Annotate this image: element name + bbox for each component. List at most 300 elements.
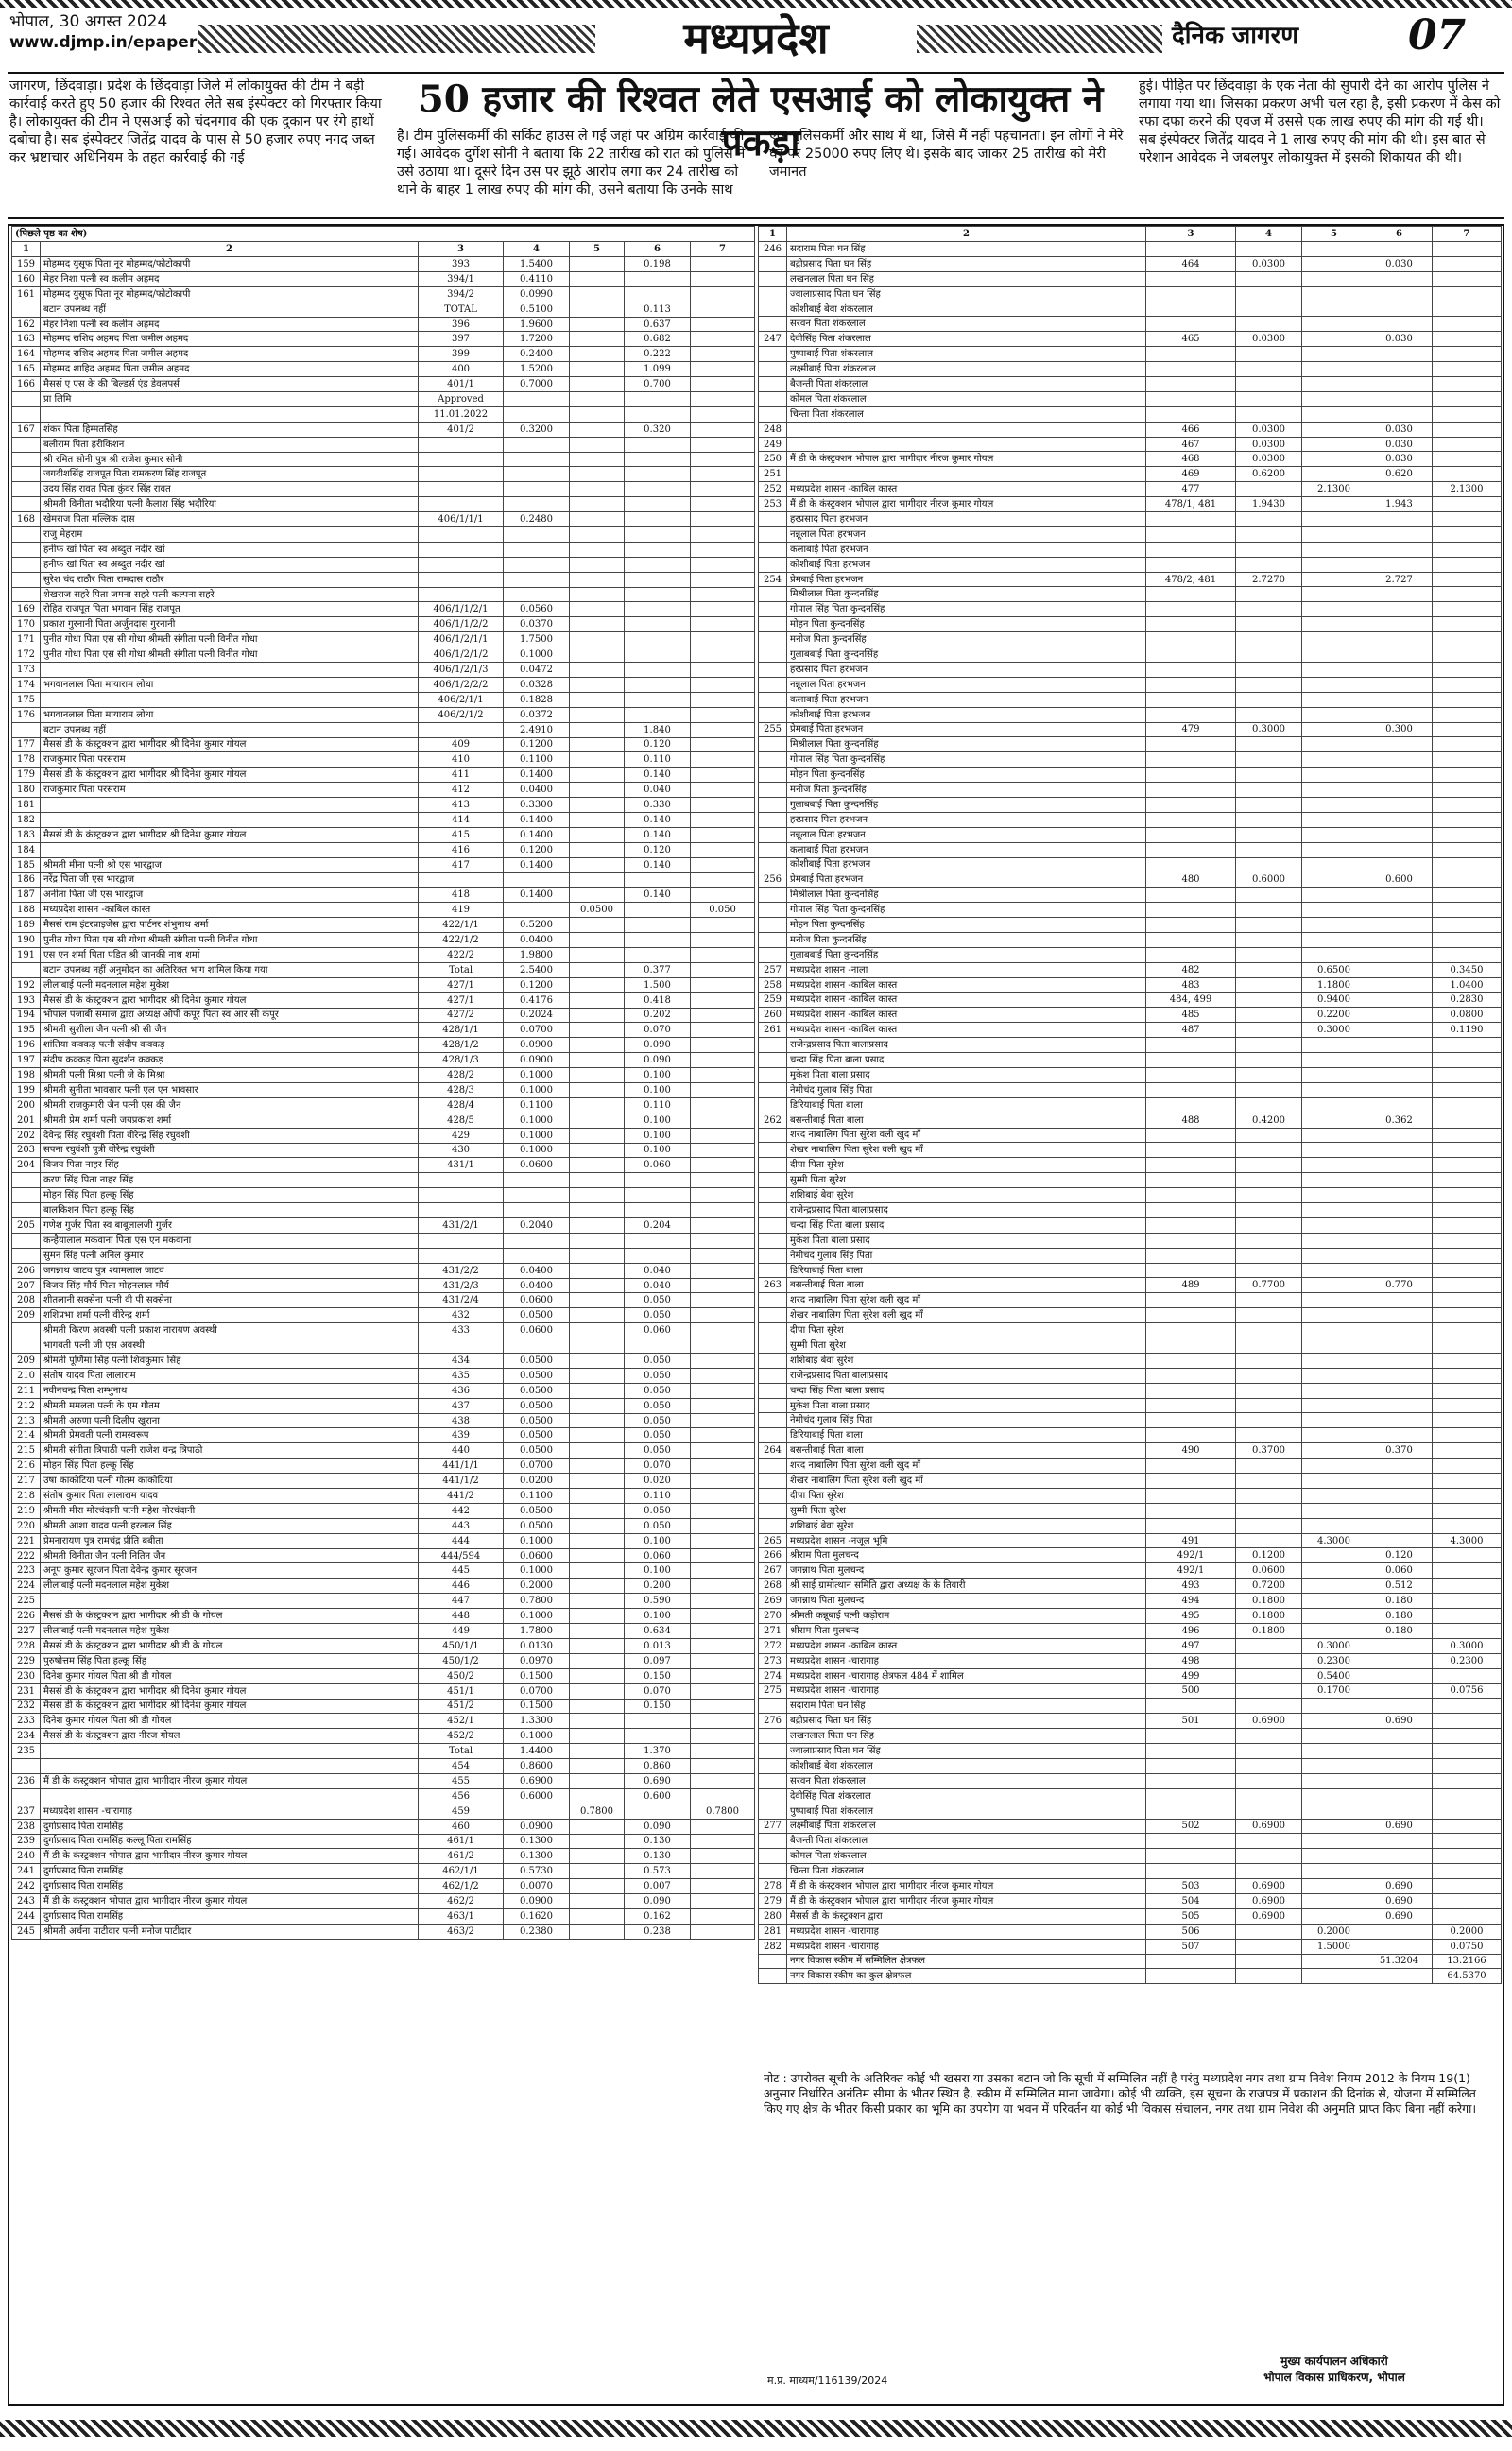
owner-cell: पुनीत गोधा पिता एस सी गोधा श्रीमती संगीता पत्नी विनीत गोधा xyxy=(41,933,419,948)
area-cell: 0.600 xyxy=(625,1788,691,1804)
area-cell xyxy=(691,827,755,842)
owner-cell: मध्यप्रदेश शासन -चारागाह xyxy=(787,1653,1146,1668)
area-cell xyxy=(1236,1428,1302,1443)
serial-cell: 250 xyxy=(759,452,787,467)
table-row xyxy=(759,1804,1502,1819)
serial-cell xyxy=(759,1744,787,1759)
area-cell: 1.3300 xyxy=(504,1714,570,1729)
serial-cell xyxy=(12,1188,41,1203)
area-cell: 0.180 xyxy=(1366,1623,1433,1638)
area-cell xyxy=(1236,1053,1302,1068)
area-cell: 0.0600 xyxy=(504,1323,570,1338)
area-cell xyxy=(1433,422,1502,437)
area-cell: 0.1000 xyxy=(504,1143,570,1158)
serial-cell xyxy=(759,1293,787,1308)
area-cell xyxy=(691,422,755,437)
khasra-cell: 400 xyxy=(419,362,504,377)
area-cell xyxy=(504,872,570,888)
serial-cell xyxy=(12,1173,41,1188)
table-row xyxy=(759,391,1502,406)
owner-cell: राजेन्द्रप्रसाद पिता बालाप्रसाद xyxy=(787,1368,1146,1383)
area-cell xyxy=(504,452,570,467)
masthead-dateline xyxy=(9,11,197,53)
area-cell xyxy=(1236,617,1302,632)
area-cell xyxy=(1236,1158,1302,1173)
area-cell: 0.070 xyxy=(625,1683,691,1699)
area-cell: 2.1300 xyxy=(1433,482,1502,497)
area-cell: 0.0400 xyxy=(504,783,570,798)
area-cell xyxy=(1366,1353,1433,1368)
area-cell xyxy=(1366,1638,1433,1653)
serial-cell xyxy=(12,1788,41,1804)
serial-cell: 266 xyxy=(759,1548,787,1563)
area-cell: 0.9400 xyxy=(1302,992,1366,1008)
table-row xyxy=(759,242,1502,257)
serial-cell xyxy=(759,617,787,632)
area-cell: 0.0500 xyxy=(504,1368,570,1383)
serial-cell: 193 xyxy=(12,992,41,1008)
serial-cell: 211 xyxy=(12,1383,41,1398)
khasra-cell: 399 xyxy=(419,347,504,362)
area-cell: 0.0300 xyxy=(1236,422,1302,437)
area-cell xyxy=(1302,692,1366,707)
owner-cell: सपना रघुवंशी पुत्री वीरेन्द्र रघुवंशी xyxy=(41,1143,419,1158)
table-row xyxy=(759,1308,1502,1323)
area-cell xyxy=(691,286,755,302)
area-cell xyxy=(1302,467,1366,482)
table-row xyxy=(12,1128,755,1143)
table-row xyxy=(12,557,755,572)
area-cell xyxy=(1236,1638,1302,1653)
khasra-cell xyxy=(1146,1368,1236,1383)
area-cell xyxy=(1433,722,1502,737)
serial-cell xyxy=(759,1804,787,1819)
owner-cell: बालकिशन पिता हल्कू सिंह xyxy=(41,1203,419,1218)
owner-cell xyxy=(41,1744,419,1759)
khasra-cell xyxy=(1146,1474,1236,1489)
area-cell xyxy=(1302,1368,1366,1383)
table-row xyxy=(759,1203,1502,1218)
area-cell xyxy=(1366,1398,1433,1413)
area-cell xyxy=(1236,797,1302,812)
table-row xyxy=(12,663,755,678)
column-header-6: 6 xyxy=(1366,227,1433,242)
area-cell xyxy=(691,482,755,497)
khasra-cell xyxy=(1146,347,1236,362)
table-row xyxy=(12,1428,755,1443)
area-cell xyxy=(570,1188,625,1203)
area-cell xyxy=(1433,302,1502,317)
area-cell xyxy=(1433,1278,1502,1293)
area-cell xyxy=(570,962,625,977)
area-cell xyxy=(625,647,691,663)
khasra-cell xyxy=(1146,1954,1236,1969)
area-cell xyxy=(1433,1788,1502,1804)
area-cell xyxy=(1366,1699,1433,1714)
area-cell xyxy=(625,677,691,692)
area-cell xyxy=(1236,602,1302,617)
khasra-cell: 439 xyxy=(419,1428,504,1443)
area-cell: 0.0800 xyxy=(1433,1008,1502,1023)
table-row xyxy=(12,1173,755,1188)
owner-cell: मिश्रीलाल पिता कुन्दनसिंह xyxy=(787,888,1146,903)
serial-cell: 174 xyxy=(12,677,41,692)
area-cell xyxy=(1366,692,1433,707)
serial-cell: 199 xyxy=(12,1082,41,1097)
table-row xyxy=(12,377,755,392)
area-cell xyxy=(1236,662,1302,677)
serial-cell xyxy=(12,482,41,497)
area-cell: 0.030 xyxy=(1366,256,1433,271)
area-cell xyxy=(1366,302,1433,317)
area-cell xyxy=(1236,1308,1302,1323)
owner-cell: सुरेश चंद राठौर पिता रामदास राठौर xyxy=(41,572,419,587)
serial-cell xyxy=(759,317,787,332)
table-row xyxy=(759,1819,1502,1834)
area-cell xyxy=(504,1188,570,1203)
area-cell xyxy=(1366,1773,1433,1788)
area-cell xyxy=(625,497,691,512)
area-cell xyxy=(691,1924,755,1939)
area-cell xyxy=(1302,1082,1366,1097)
area-cell xyxy=(691,392,755,407)
table-row xyxy=(759,302,1502,317)
serial-cell xyxy=(759,918,787,933)
area-cell: 0.1000 xyxy=(504,1128,570,1143)
area-cell xyxy=(570,692,625,707)
khasra-cell xyxy=(1146,1217,1236,1233)
serial-cell xyxy=(12,1759,41,1774)
area-cell xyxy=(1366,918,1433,933)
area-cell xyxy=(1236,1173,1302,1188)
area-cell xyxy=(1302,812,1366,827)
area-cell xyxy=(1433,1503,1502,1518)
serial-cell: 229 xyxy=(12,1653,41,1668)
area-cell xyxy=(1433,1217,1502,1233)
area-cell: 0.6900 xyxy=(1236,1819,1302,1834)
area-cell xyxy=(1302,1173,1366,1188)
area-cell xyxy=(691,632,755,647)
area-cell xyxy=(570,1008,625,1023)
area-cell xyxy=(1433,1383,1502,1398)
table-row xyxy=(759,1368,1502,1383)
area-cell xyxy=(1302,1353,1366,1368)
serial-cell: 170 xyxy=(12,617,41,632)
area-cell xyxy=(691,1068,755,1083)
khasra-cell: 463/1 xyxy=(419,1908,504,1924)
area-cell: 0.600 xyxy=(1366,872,1433,888)
area-cell xyxy=(691,1894,755,1909)
area-cell xyxy=(1366,1323,1433,1338)
area-cell xyxy=(691,1038,755,1053)
area-cell xyxy=(1236,1668,1302,1683)
khasra-cell xyxy=(1146,1834,1236,1849)
table-row xyxy=(12,1668,755,1683)
area-cell: 0.1000 xyxy=(504,1533,570,1548)
ad-reference: म.प्र. माध्यम/116139/2024 xyxy=(767,2374,888,2387)
area-cell: 0.512 xyxy=(1366,1579,1433,1594)
area-cell xyxy=(1433,752,1502,768)
table-row xyxy=(12,647,755,663)
area-cell xyxy=(1433,1804,1502,1819)
area-cell xyxy=(1302,1067,1366,1082)
area-cell xyxy=(691,647,755,663)
area-cell: 0.040 xyxy=(625,1263,691,1278)
area-cell xyxy=(691,1308,755,1323)
khasra-cell: 487 xyxy=(1146,1023,1236,1038)
table-row xyxy=(12,1819,755,1834)
table-row xyxy=(12,677,755,692)
area-cell: 2.727 xyxy=(1366,572,1433,587)
owner-cell: लक्ष्मीबाई पिता शंकरलाल xyxy=(787,362,1146,377)
area-cell xyxy=(1433,1908,1502,1924)
area-cell xyxy=(1302,1503,1366,1518)
area-cell xyxy=(504,497,570,512)
area-cell: 0.110 xyxy=(625,1097,691,1113)
area-cell: 0.0500 xyxy=(504,1428,570,1443)
table-row xyxy=(12,903,755,918)
area-cell: 0.140 xyxy=(625,812,691,827)
serial-cell: 181 xyxy=(12,798,41,813)
khasra-cell: 428/1/1 xyxy=(419,1023,504,1038)
area-cell xyxy=(1366,1518,1433,1533)
area-cell xyxy=(1366,602,1433,617)
serial-cell: 249 xyxy=(759,437,787,452)
serial-cell: 220 xyxy=(12,1518,41,1533)
area-cell xyxy=(625,467,691,482)
area-cell xyxy=(570,768,625,783)
epaper-url[interactable]: www.djmp.in/epaper xyxy=(9,33,198,52)
owner-cell: लीलाबाई पत्नी मदनलाल महेश मुकेश xyxy=(41,977,419,992)
owner-cell: जगन्नाथ पिता मुलचन्द xyxy=(787,1594,1146,1609)
serial-cell: 191 xyxy=(12,947,41,962)
area-cell: 0.2480 xyxy=(504,512,570,527)
khasra-cell: 427/1 xyxy=(419,977,504,992)
area-cell xyxy=(1302,1518,1366,1533)
khasra-cell xyxy=(419,1233,504,1248)
area-cell: 0.1800 xyxy=(1236,1594,1302,1609)
area-cell xyxy=(504,482,570,497)
area-cell: 0.0370 xyxy=(504,617,570,632)
area-cell xyxy=(1302,1097,1366,1113)
area-cell: 0.060 xyxy=(625,1158,691,1173)
table-row xyxy=(759,1579,1502,1594)
owner-cell: सुमन सिंह पत्नी अनिल कुमार xyxy=(41,1248,419,1263)
owner-cell: मध्यप्रदेश शासन -काबिल कास्त xyxy=(787,977,1146,992)
area-cell xyxy=(1366,1729,1433,1744)
area-cell: 0.1200 xyxy=(1236,1548,1302,1563)
area-cell xyxy=(1433,737,1502,752)
area-cell xyxy=(691,962,755,977)
serial-cell: 172 xyxy=(12,647,41,663)
serial-cell: 207 xyxy=(12,1278,41,1293)
serial-cell xyxy=(759,932,787,947)
khasra-cell: 444/594 xyxy=(419,1548,504,1563)
area-cell xyxy=(1366,992,1433,1008)
area-cell: 1.500 xyxy=(625,977,691,992)
area-cell xyxy=(1302,1233,1366,1248)
table-row xyxy=(759,1278,1502,1293)
owner-cell: मैसर्स डी के कंस्ट्रक्शन द्वारा भागीदार श्री डी के गोयल xyxy=(41,1609,419,1624)
area-cell xyxy=(1433,542,1502,557)
khasra-cell: Total xyxy=(419,962,504,977)
khasra-cell: 419 xyxy=(419,903,504,918)
table-row xyxy=(759,1293,1502,1308)
table-row xyxy=(759,572,1502,587)
area-cell: 0.0970 xyxy=(504,1653,570,1668)
area-cell xyxy=(570,1668,625,1683)
khasra-cell: 427/1 xyxy=(419,992,504,1008)
area-cell xyxy=(1366,1368,1433,1383)
serial-cell xyxy=(759,1188,787,1203)
area-cell xyxy=(691,663,755,678)
area-cell xyxy=(1302,512,1366,527)
owner-cell xyxy=(41,1759,419,1774)
serial-cell xyxy=(759,707,787,722)
area-cell xyxy=(570,1503,625,1518)
serial-cell xyxy=(759,1474,787,1489)
area-cell: 0.0700 xyxy=(504,1459,570,1474)
owner-cell: बटान उपलब्ध नहीं अनुमोदन का अतिरिक्त भाग शामिल किया गया xyxy=(41,962,419,977)
serial-cell xyxy=(759,1323,787,1338)
area-cell xyxy=(570,1563,625,1579)
area-cell xyxy=(1236,977,1302,992)
khasra-cell: 406/1/1/1 xyxy=(419,512,504,527)
area-cell xyxy=(1302,632,1366,647)
area-cell: 2.4910 xyxy=(504,722,570,737)
area-cell xyxy=(570,527,625,543)
khasra-cell: 465 xyxy=(1146,332,1236,347)
khasra-cell: 460 xyxy=(419,1819,504,1834)
serial-cell: 272 xyxy=(759,1638,787,1653)
serial-cell: 275 xyxy=(759,1683,787,1699)
schedule-note: नोट : उपरोक्त सूची के अतिरिक्त कोई भी खसरा या उसका बटान जो कि सूची में सम्मिलित नहीं है परंतु मध्यप्रदेश नगर तथा ग्राम निवेश नियम 2012 के नियम 19(1) अनुसार निर्धारित अनंतिम सीमा के भीतर स्थित है, स्कीम में सम्मिलित माना जावेगा। कोई भी व्यक्ति, इस सूचना के राजपत्र में प्रकाशन की दिनांक से, योजना में सम्मिलित किए गए क्षेत्र के भीतर किसी प्रकार का भूमि का उपयोग या भवन में परिवर्तन या कोई भी विकास संचालन, नगर तथा ग्राम निवेश की अनुमति प्राप्त किए बिना नहीं करेगा। xyxy=(764,2071,1477,2115)
area-cell xyxy=(1433,347,1502,362)
area-cell xyxy=(1302,1773,1366,1788)
table-row xyxy=(12,1834,755,1849)
area-cell xyxy=(1433,812,1502,827)
area-cell xyxy=(1366,1188,1433,1203)
area-cell: 0.3200 xyxy=(504,422,570,437)
khasra-cell: 489 xyxy=(1146,1278,1236,1293)
khasra-cell: 484, 499 xyxy=(1146,992,1236,1008)
khasra-cell xyxy=(1146,1729,1236,1744)
area-cell xyxy=(1366,1263,1433,1278)
owner-cell: प्रेमनारायण पुत्र रामचंद्र प्रीति बबीता xyxy=(41,1533,419,1548)
owner-cell: श्रीमती किरण अवस्थी पत्नी प्रकाश नारायण अवस्थी xyxy=(41,1323,419,1338)
table-row xyxy=(759,1683,1502,1699)
table-row xyxy=(12,1068,755,1083)
serial-cell xyxy=(12,1338,41,1354)
area-cell: 0.0300 xyxy=(1236,437,1302,452)
area-cell xyxy=(1236,317,1302,332)
area-cell xyxy=(1302,497,1366,512)
serial-cell xyxy=(759,1158,787,1173)
area-cell xyxy=(1366,406,1433,422)
table-row xyxy=(759,1594,1502,1609)
area-cell xyxy=(625,587,691,602)
khasra-cell xyxy=(1146,1038,1236,1053)
area-cell: 0.0070 xyxy=(504,1879,570,1894)
area-cell xyxy=(691,1563,755,1579)
area-cell xyxy=(1433,857,1502,872)
area-cell xyxy=(1236,1383,1302,1398)
area-cell xyxy=(1433,1819,1502,1834)
khasra-cell: 437 xyxy=(419,1398,504,1413)
owner-cell: जगन्नाथ पिता मुलचन्द xyxy=(787,1563,1146,1579)
khasra-cell: 406/2/1/1 xyxy=(419,692,504,707)
area-cell xyxy=(1366,842,1433,857)
table-row xyxy=(759,1248,1502,1263)
table-row xyxy=(759,662,1502,677)
table-row xyxy=(12,1864,755,1879)
area-cell: 0.1400 xyxy=(504,768,570,783)
area-cell: 0.590 xyxy=(625,1594,691,1609)
area-cell xyxy=(570,1263,625,1278)
serial-cell xyxy=(759,692,787,707)
table-row xyxy=(12,1278,755,1293)
owner-cell: सदाराम पिता घन सिंह xyxy=(787,242,1146,257)
area-cell xyxy=(570,1518,625,1533)
area-cell: 1.7800 xyxy=(504,1624,570,1639)
table-row xyxy=(759,1503,1502,1518)
area-cell xyxy=(1433,1053,1502,1068)
area-cell xyxy=(1302,271,1366,286)
area-cell xyxy=(1236,1849,1302,1864)
area-cell xyxy=(691,933,755,948)
area-cell xyxy=(1433,587,1502,602)
area-cell: 0.090 xyxy=(625,1053,691,1068)
area-cell: 0.0500 xyxy=(504,1443,570,1459)
table-row xyxy=(759,1969,1502,1984)
serial-cell xyxy=(759,812,787,827)
area-cell xyxy=(1236,1954,1302,1969)
table-row xyxy=(759,617,1502,632)
area-cell xyxy=(1366,1248,1433,1263)
area-cell xyxy=(1302,918,1366,933)
area-cell xyxy=(625,617,691,632)
area-cell: 0.1100 xyxy=(504,752,570,768)
area-cell xyxy=(570,392,625,407)
area-cell: 0.0300 xyxy=(1236,256,1302,271)
area-cell xyxy=(1302,662,1366,677)
serial-cell: 216 xyxy=(12,1459,41,1474)
area-cell xyxy=(1433,1488,1502,1503)
khasra-cell: 428/1/2 xyxy=(419,1038,504,1053)
owner-cell: राजु मेहराम xyxy=(41,527,419,543)
area-cell xyxy=(1302,932,1366,947)
serial-cell: 238 xyxy=(12,1819,41,1834)
area-cell xyxy=(1433,1864,1502,1879)
area-cell: 0.362 xyxy=(1366,1113,1433,1128)
area-cell xyxy=(1236,768,1302,783)
owner-cell: मुकेश पिता बाला प्रसाद xyxy=(787,1398,1146,1413)
area-cell: 0.637 xyxy=(625,317,691,332)
owner-cell: दिनेश कुमार गोयल पिता श्री डी गोयल xyxy=(41,1668,419,1683)
table-row xyxy=(12,1293,755,1308)
area-cell xyxy=(1236,827,1302,842)
area-cell xyxy=(1302,242,1366,257)
serial-cell: 206 xyxy=(12,1263,41,1278)
owner-cell: शेखर नाबालिग पिता सुरेश वली खुद माँ xyxy=(787,1143,1146,1158)
owner-cell: मोहम्मद युसूफ पिता नूर मोहम्मद/फोटोकापी xyxy=(41,257,419,272)
area-cell: 0.100 xyxy=(625,1113,691,1128)
owner-cell: श्रीमती अर्चना पाटीदार पत्नी मनोज पाटीदार xyxy=(41,1924,419,1939)
owner-cell: मध्यप्रदेश शासन -चारागाह xyxy=(787,1924,1146,1939)
table-row xyxy=(12,302,755,317)
owner-cell: मनोज पिता कुन्दनसिंह xyxy=(787,783,1146,798)
area-cell xyxy=(1236,812,1302,827)
